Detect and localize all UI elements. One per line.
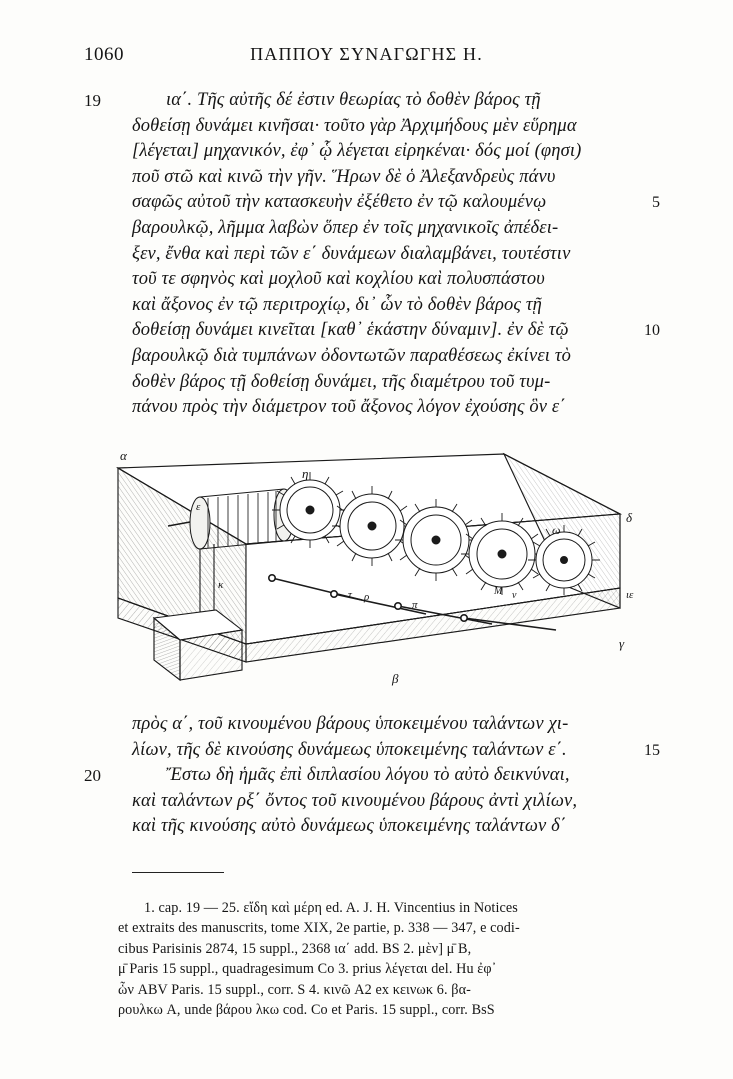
figure-label-gamma: γ	[619, 636, 625, 651]
figure-label-rho: ρ	[364, 591, 370, 603]
text-line-content: ια΄. Τῆς αὐτῆς δέ ἐστιν θεωρίας τὸ δοθὲν βάρος τῇ	[166, 90, 541, 110]
text-line-content: λίων, τῆς δὲ κινούσης δυνάμεως ὑποκειμένης ταλάντων ε΄.	[132, 739, 567, 760]
figure-label-kappa: κ	[218, 579, 224, 591]
figure-label-beta: β	[392, 671, 399, 686]
text-line-content: καὶ ἄξονος ἐν τῷ περιτροχίῳ, δι᾽ ὧν τὸ δοθὲν βάρος τῇ	[132, 294, 542, 315]
apparatus-criticus	[118, 898, 618, 1020]
line-number: 15	[644, 741, 660, 759]
figure-label-tau: τ	[348, 589, 352, 601]
apparatus-divider	[132, 872, 224, 873]
barulkos-figure	[96, 448, 641, 698]
line-number: 5	[652, 194, 660, 212]
text-line	[84, 814, 654, 840]
text-line-content: δοθείσῃ δυνάμει κινεῖται [καθ᾽ ἑκάστην δύναμιν]. ἐν δὲ τῷ	[132, 320, 569, 341]
text-line	[84, 344, 654, 370]
text-line-content: ξεν, ἔνθα καὶ περὶ τῶν ε΄ δυνάμεων διαλαμβάνει, τουτέστιν	[132, 243, 571, 264]
figure-label-epsilon: ε	[196, 501, 201, 513]
running-title: ΠΑΠΠΟΥ ΣΥΝΑΓΩΓΗΣ Η.	[250, 44, 483, 64]
text-line-content: ποῦ στῶ καὶ κινῶ τὴν γῆν. Ἥρων δὲ ὁ Ἀλεξανδρεὺς πάνυ	[132, 166, 556, 187]
apparatus-line: cibus Parisinis 2874, 15 suppl., 2368 ια΄ add. BS 2. μὲν] μ̄ B,	[118, 940, 472, 957]
figure-label-alpha: α	[120, 448, 127, 463]
text-line-content: δοθείσῃ δυνάμει κινῆσαι· τοῦτο γὰρ Ἀρχιμήδους μὲν εὕρημα	[132, 115, 577, 136]
figure-label-eta: η	[302, 466, 309, 481]
section-number: 19	[84, 91, 101, 110]
figure-label-delta: δ	[626, 510, 633, 525]
text-line	[84, 738, 660, 764]
text-line-content: καὶ τῆς κινούσης αὐτὸ δυνάμεως ὑποκειμένης ταλάντων δ΄	[132, 816, 567, 837]
text-line	[84, 242, 654, 268]
text-line-content: τοῦ τε σφηνὸς καὶ μοχλοῦ καὶ κοχλίου καὶ πολυσπάστου	[132, 269, 545, 290]
text-line	[84, 216, 654, 242]
text-line-content: βαρουλκῷ, λῆμμα λαβὼν ὅπερ ἐν τοῖς μηχανικοῖς ἀπέδει-	[132, 217, 559, 238]
main-text-block	[84, 88, 660, 421]
text-line	[84, 165, 654, 191]
text-line-content: βαρουλκῷ διὰ τυμπάνων ὀδοντωτῶν παραθέσεως ἐκίνει τὸ	[132, 345, 571, 366]
text-line-content: καὶ ταλάντων ρξ΄ ὄντος τοῦ κινουμένου βάρους ἀντὶ χιλίων,	[132, 790, 578, 811]
text-line-content: πάνου πρὸς τὴν διάμετρον τοῦ ἄξονος λόγον ἐχούσης ὃν ε΄	[132, 397, 566, 418]
apparatus-line: μ̄ Paris 15 suppl., quadragesimum Co 3. prius λέγεται del. Hu ἐφ᾽	[118, 961, 497, 978]
page-header	[84, 44, 649, 68]
apparatus-line: ρουλκω A, unde βάρου λκω cod. Co et Paris. 15 suppl., corr. BsS	[118, 1001, 495, 1018]
text-line	[84, 293, 654, 319]
text-line-content: σαφῶς αὐτοῦ τὴν κατασκευὴν ἐξέθετο ἐν τῷ καλουμένῳ	[132, 192, 547, 213]
figure-label-iota-epsilon: ιε	[626, 589, 634, 601]
text-line-content: δοθὲν βάρος τῇ δοθείσῃ δυνάμει, τῆς διαμέτρου τοῦ τυμ-	[132, 371, 551, 392]
text-line	[84, 267, 654, 293]
text-line-content: πρὸς α΄, τοῦ κινουμένου βάρους ὑποκειμένου ταλάντων χι-	[132, 714, 569, 734]
text-line	[84, 114, 654, 140]
text-line-content: [λέγεται] μηχανικόν, ἐφ᾽ ᾧ λέγεται εἰρηκέναι· δός μοί (φησι)	[132, 141, 582, 162]
section-number: 20	[84, 766, 101, 786]
figure-label-nu: ν	[512, 590, 517, 601]
text-line	[84, 139, 654, 165]
main-text-block-2	[84, 712, 660, 840]
barulkos-engraving	[96, 448, 641, 698]
text-line	[84, 712, 654, 738]
text-line	[84, 318, 660, 344]
text-line	[84, 763, 654, 789]
figure-label-pi: π	[412, 599, 418, 611]
apparatus-line: 1. cap. 19 — 25. εἴδη καὶ μέρη ed. A. J. H. Vincentius in Notices	[144, 900, 518, 916]
line-number: 10	[644, 322, 660, 340]
apparatus-line: et extraits des manuscrits, tome XIX, 2e partie, p. 338 — 347, e codi-	[118, 920, 520, 937]
text-line	[84, 395, 654, 421]
figure-label-omega: ω	[552, 523, 561, 537]
text-line	[84, 190, 660, 216]
folio-number: 1060	[84, 44, 124, 65]
text-line	[84, 88, 654, 114]
text-line	[84, 370, 654, 396]
apparatus-line: ὧν ABV Paris. 15 suppl., corr. S 4. κινῶ A2 ex κεινωκ 6. βα-	[118, 981, 471, 998]
text-line-content: Ἔστω δὴ ἡμᾶς ἐπὶ διπλασίου λόγου τὸ αὐτὸ δεικνύναι,	[166, 765, 570, 786]
text-line	[84, 789, 654, 815]
figure-label-mu: Μ	[494, 586, 503, 597]
